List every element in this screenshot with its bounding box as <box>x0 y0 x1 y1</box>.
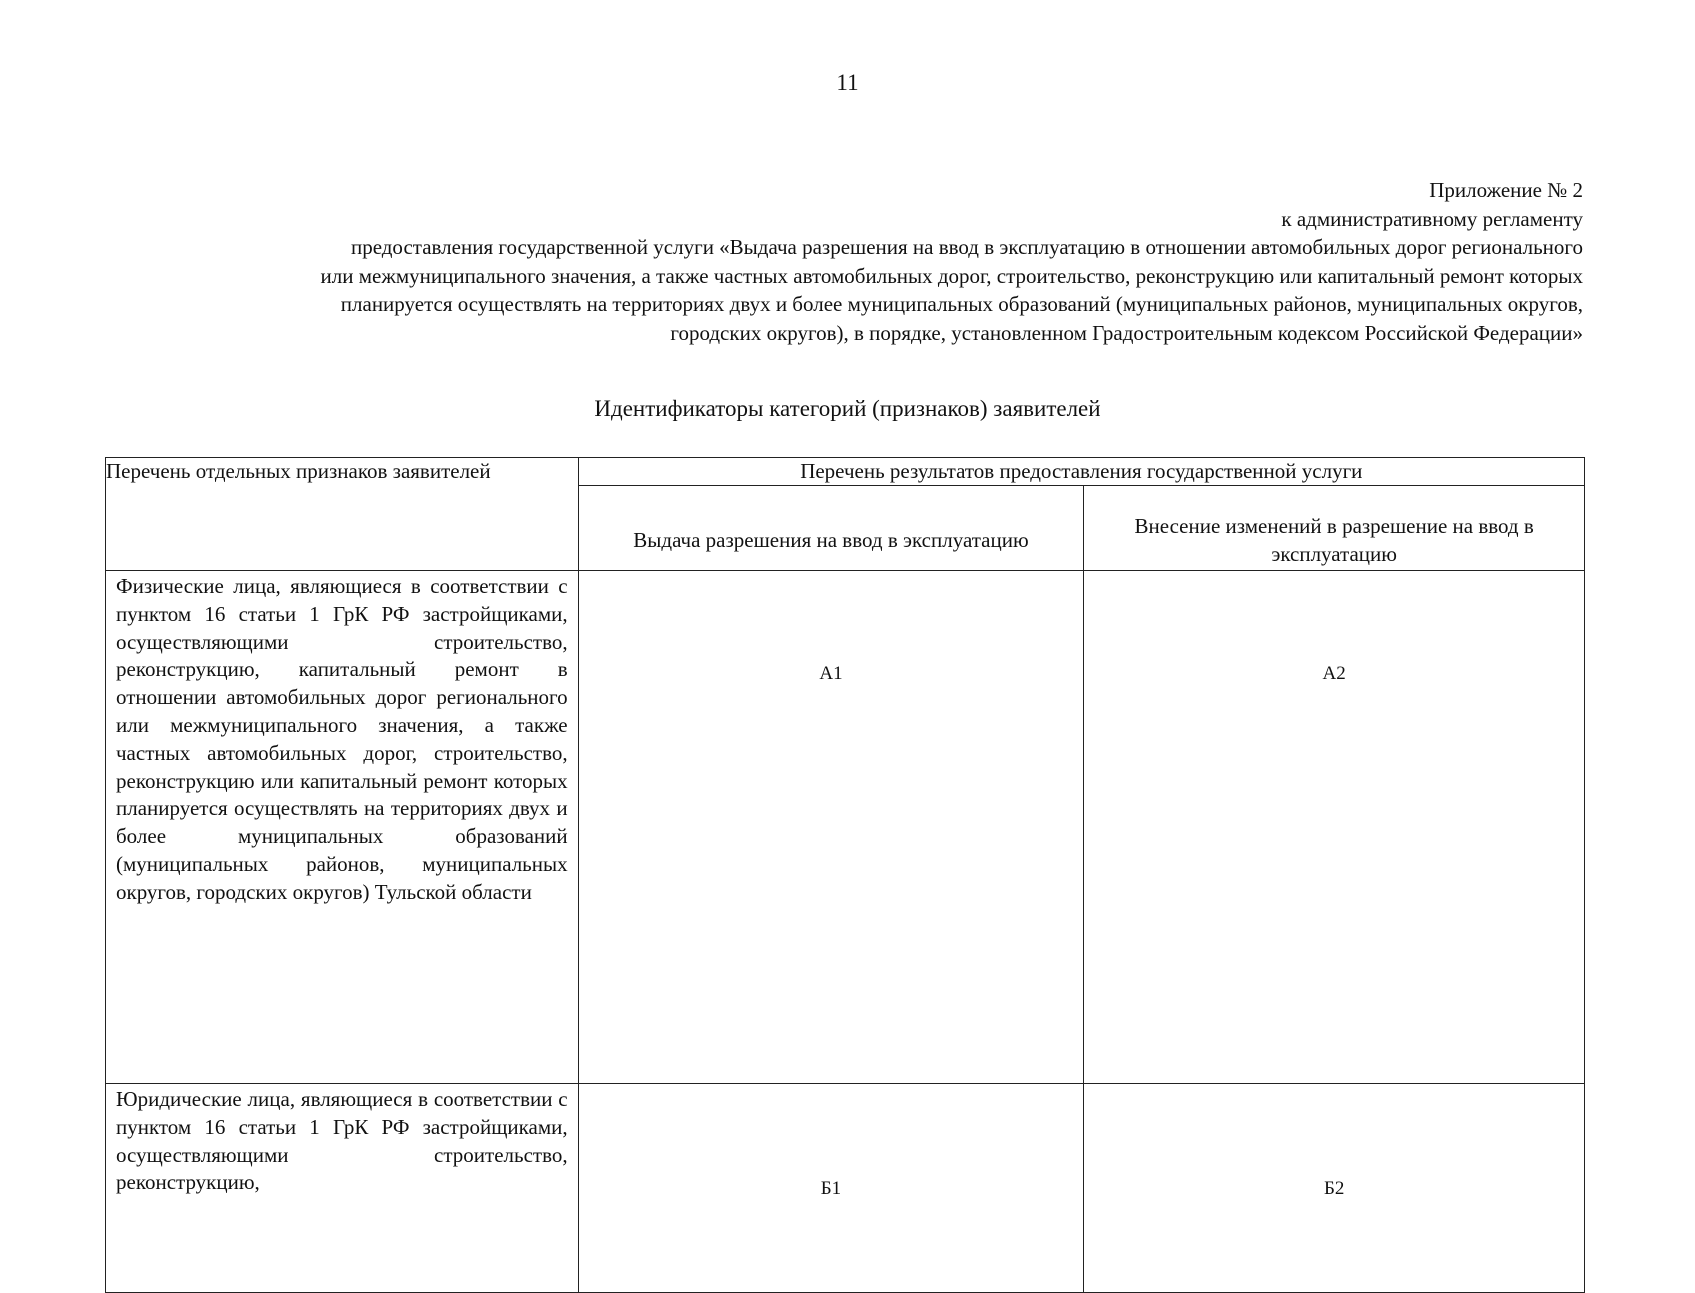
appendix-line: или межмуниципального значения, а также частных автомобильных дорог, строительство, реконструкцию или капитальный ремонт которых <box>320 263 1583 288</box>
header-amend-permit <box>1084 486 1585 571</box>
identifier-code: А2 <box>1084 571 1585 1084</box>
category-description <box>106 1084 579 1293</box>
table-header-row <box>106 458 1585 486</box>
header-service-results: Перечень результатов предоставления государственной услуги <box>578 458 1584 486</box>
table-row <box>106 1084 1585 1293</box>
header-issue-permit <box>578 486 1084 571</box>
appendix-line: городских округов), в порядке, установленном Градостроительным кодексом Российской Федерации» <box>670 320 1583 345</box>
identifier-code: А1 <box>578 571 1084 1084</box>
category-description-text: Юридические лица, являющиеся в соответствии с пунктом 16 статьи 1 ГрК РФ застройщиками, осуществляющими строительство, реконструкцию, <box>116 1087 568 1195</box>
appendix-header <box>103 176 1583 347</box>
category-description: Физические лица, являющиеся в соответствии с пунктом 16 статьи 1 ГрК РФ застройщиками, осуществляющими строительство, реконструкцию, капитальный ремонт в отношении автомобильных дорог регионального или межмуниципального значения, а также частных автомобильных дорог, строительство, реконструкцию или капитальный ремонт которых планируется осуществлять на территориях двух и более муниципальных образований (муниципальных районов, муниципальных округов, городских округов) Тульской области <box>106 571 579 1084</box>
page-number: 11 <box>836 70 859 95</box>
identifier-code: Б2 <box>1084 1084 1585 1293</box>
table-row <box>106 571 1585 1084</box>
appendix-line: к административному регламенту <box>1281 206 1583 231</box>
header-issue-permit-label: Выдача разрешения на ввод в эксплуатацию <box>633 528 1029 552</box>
header-applicant-attributes: Перечень отдельных признаков заявителей <box>106 458 579 571</box>
document-title: Идентификаторы категорий (признаков) заявителей <box>594 396 1101 421</box>
header-amend-permit-label: Внесение изменений в разрешение на ввод в эксплуатацию <box>1134 514 1534 566</box>
identifier-code: Б1 <box>578 1084 1084 1293</box>
appendix-line: Приложение № 2 <box>1429 178 1583 202</box>
appendix-line: планируется осуществлять на территориях двух и более муниципальных образований (муниципальных районов, муниципальных округов, <box>340 292 1583 316</box>
applicant-identifiers-table <box>105 457 1585 1293</box>
appendix-line: предоставления государственной услуги «Выдача разрешения на ввод в эксплуатацию в отношении автомобильных дорог регионального <box>350 235 1583 259</box>
